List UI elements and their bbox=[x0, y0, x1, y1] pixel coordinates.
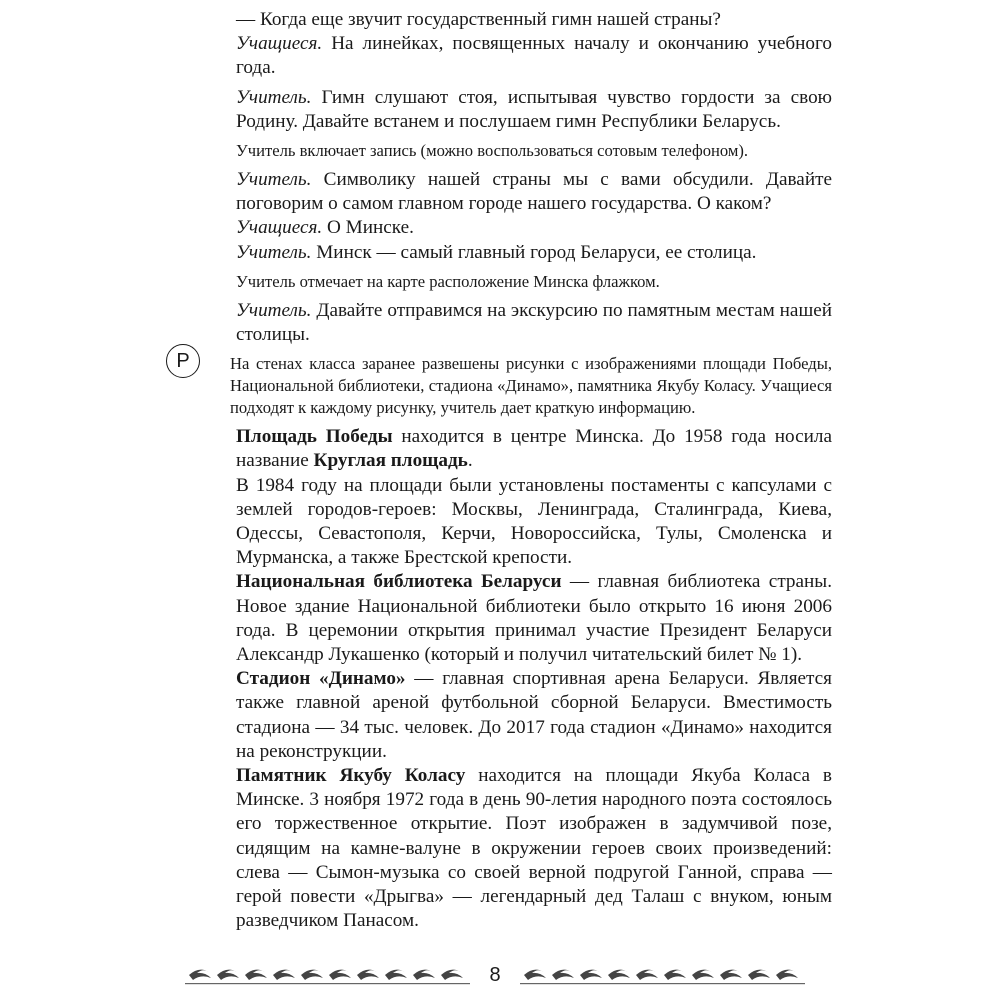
paragraph-victory-square: Площадь Победы находится в центре Минска. До 1958 года носила название Круглая площадь. bbox=[236, 426, 832, 472]
stage-note: Учитель отмечает на карте расположение Минска флажком. bbox=[236, 271, 660, 291]
page-footer bbox=[185, 960, 805, 990]
paragraph-dinamo-stadium: Стадион «Динамо» — главная спортивная арена Беларуси. Является также главной ареной футбольной сборной Беларуси. Вместимость стадиона — 34 тыс. человек. До 2017 года стадион «Динамо» находится на реконструкции. bbox=[236, 668, 832, 762]
dialog-line: Учитель. Символику нашей страны мы с вами обсудили. Давайте поговорим о самом главном городе нашего государства. О каком? bbox=[236, 169, 832, 215]
stage-note: На стенах класса заранее развешены рисунки с изображениями площади Победы, Национальной библиотеки, стадиона «Динамо», памятника Якубу Коласу. Учащиеся подходят к каждому рисунку, учитель дает краткую информацию. bbox=[230, 354, 832, 418]
paragraph-kolas-monument: Памятник Якубу Коласу находится на площади Якуба Коласа в Минске. 3 ноября 1972 года в день 90-летия народного поэта состоялось его торжественное открытие. Поэт изображен в задумчивой позе, сидящим на камне-валуне в окружении героев своих произведений: слева — Сымон-музыка со своей верной подругой Ганной, справа — герой повести «Дрыгва» — легендарный дед Талаш с внуком, юным разведчиком Панасом. bbox=[236, 765, 832, 932]
ornament-right-icon bbox=[520, 964, 805, 986]
dialog-line: Учащиеся. На линейках, посвященных началу и окончанию учебного года. bbox=[236, 33, 832, 79]
page-text bbox=[230, 8, 832, 934]
paragraph-capsules: В 1984 году на площади были установлены постаменты с капсулами с землей городов-героев: Москвы, Ленинграда, Сталинграда, Киева, Одессы, Севастополя, Керчи, Новороссийска, Тулы, Смоленска и Мурманска, а также Брестской крепости. bbox=[236, 474, 832, 569]
dialog-line: Учитель. Минск — самый главный город Беларуси, ее столица. bbox=[236, 241, 757, 263]
page-number: 8 bbox=[489, 963, 501, 986]
dialog-line: Учитель. Гимн слушают стоя, испытывая чувство гордости за свою Родину. Давайте встанем и послушаем гимн Республики Беларусь. bbox=[236, 86, 832, 132]
dialog-line: — Когда еще звучит государственный гимн нашей страны? bbox=[236, 9, 721, 30]
dialog-line: Учащиеся. О Минске. bbox=[236, 217, 414, 239]
ornament-left-icon bbox=[185, 964, 470, 986]
stage-note: Учитель включает запись (можно воспользоваться сотовым телефоном). bbox=[236, 141, 749, 161]
dialog-line: Учитель. Давайте отправимся на экскурсию по памятным местам нашей столицы. bbox=[236, 299, 832, 346]
paragraph-national-library: Национальная библиотека Беларуси — главная библиотека страны. Новое здание Национальной библиотеки было открыто 16 июня 2006 года. В церемонии открытия принимал участие Президент Беларуси Александр Лукашенко (который и получил читательский билет № 1). bbox=[236, 571, 832, 666]
section-marker-icon: Р bbox=[166, 344, 200, 378]
